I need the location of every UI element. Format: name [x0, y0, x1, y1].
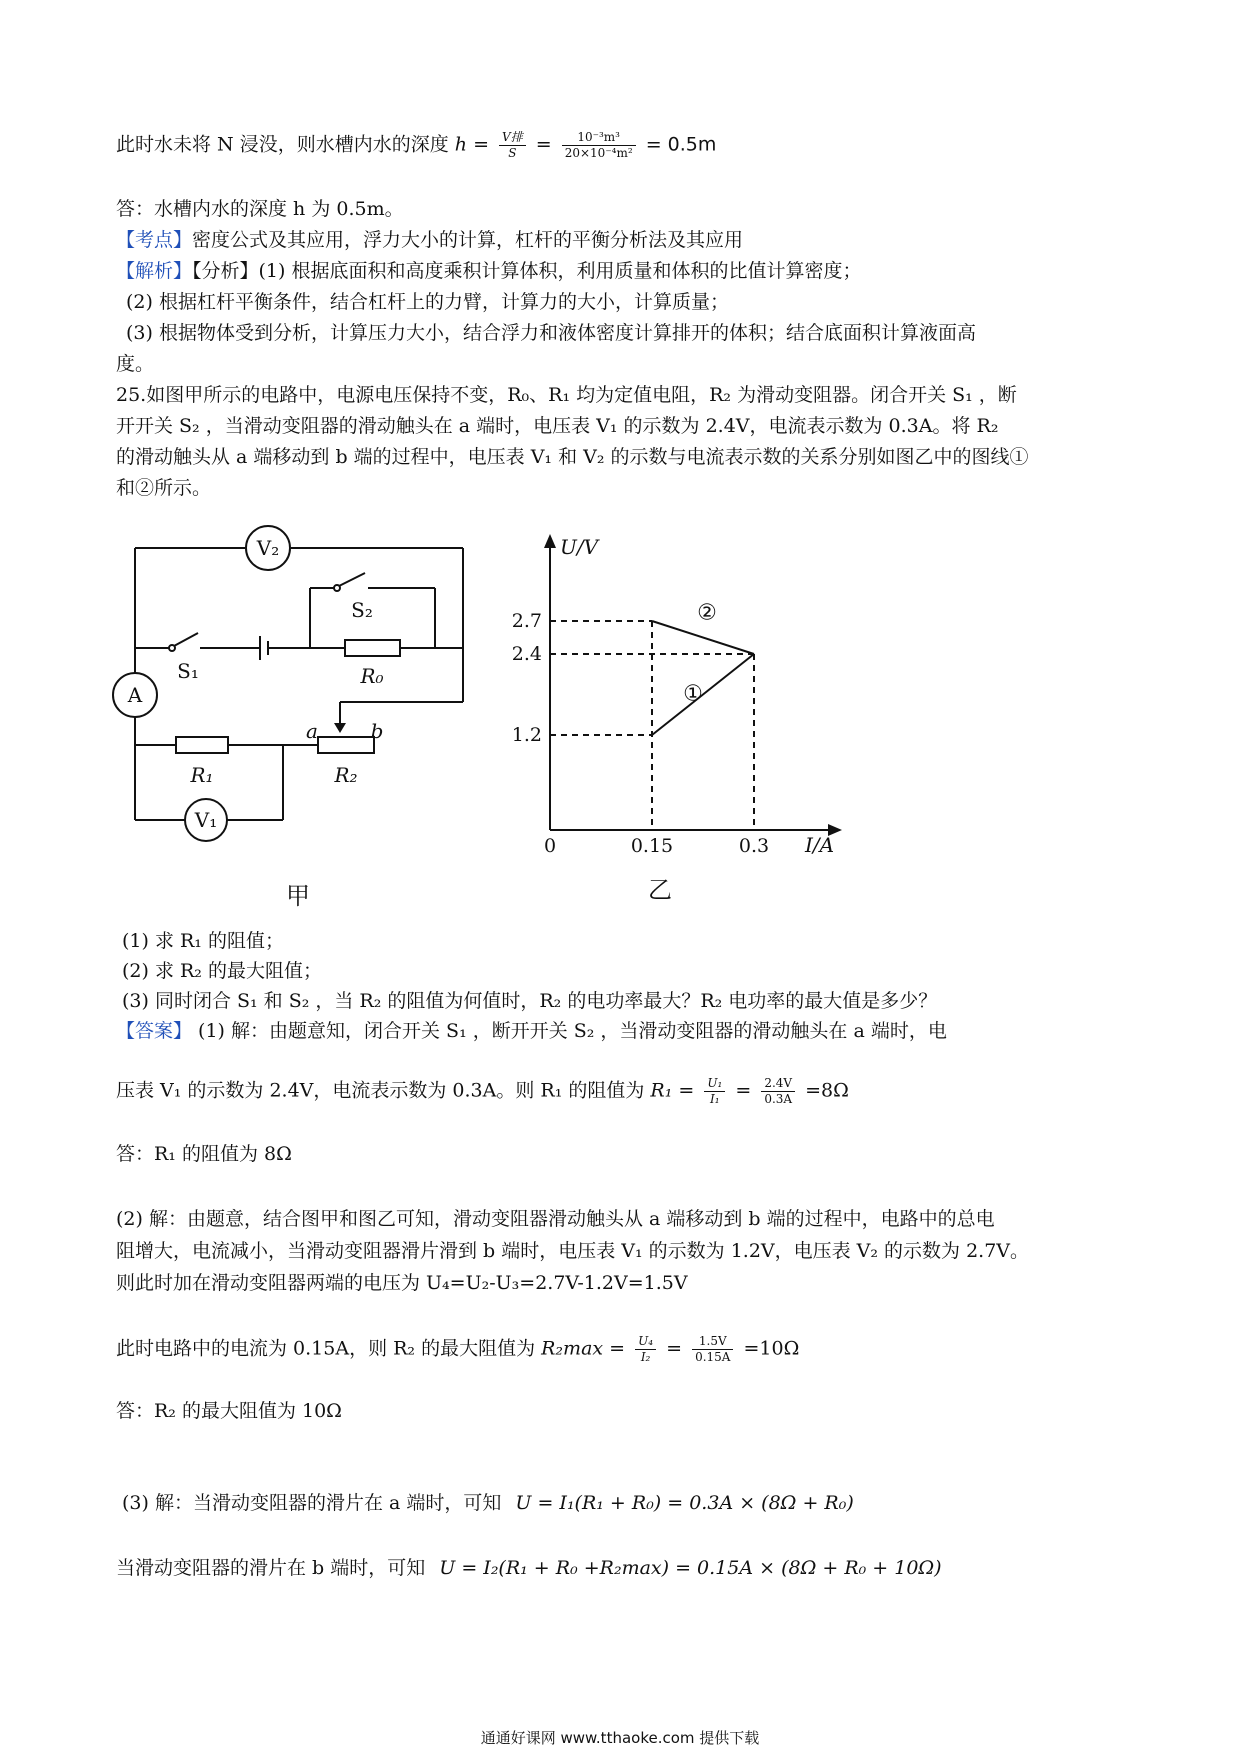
x-axis-label: I/A: [805, 833, 835, 857]
math-result: =8Ω: [805, 1079, 849, 1102]
frac-den: 20×10⁻⁴m²: [564, 146, 633, 160]
line-text: 压表 V₁ 的示数为 2.4V，电流表示数为 0.3A。则 R₁ 的阻值为: [116, 1079, 645, 1102]
text-line: [116, 1076, 849, 1107]
answer-tag: 【答案】: [116, 1020, 193, 1042]
line-text: 此时水未将 N 浸没，则水槽内水的深度: [116, 133, 449, 156]
question-1: (1) 求 R₁ 的阻值；: [122, 930, 284, 952]
x-tick-label: 0.15: [630, 835, 674, 857]
series-line: [652, 621, 754, 654]
resistor-r2-label: R₂: [334, 763, 358, 787]
switch-s1-label: S₁: [177, 659, 199, 683]
frac-num: U₄: [635, 1334, 656, 1350]
series-label: ②: [697, 600, 717, 626]
fraction: [635, 1334, 656, 1365]
math-lhs: R₁ =: [650, 1079, 695, 1102]
resistor-r1-label: R₁: [190, 763, 214, 787]
slider-end-a-label: a: [306, 719, 318, 743]
text-line: [116, 130, 716, 161]
math-result: = 0.5m: [645, 133, 717, 156]
text-line: (3) 根据物体受到分析，计算压力大小，结合浮力和液体密度计算排开的体积；结合底面积计算液面高: [126, 322, 976, 344]
voltmeter-v2-label: V₂: [256, 536, 280, 560]
fraction: [704, 1076, 725, 1107]
line-text: (1) 解：由题意知，闭合开关 S₁ ，断开开关 S₂ ，当滑动变阻器的滑动触头在 a 端时，电: [192, 1020, 947, 1042]
fraction: [499, 130, 526, 161]
y-axis-arrow: [544, 534, 556, 548]
question-3: (3) 同时闭合 S₁ 和 S₂ ，当 R₂ 的阻值为何值时，R₂ 的电功率最大？R₂ 电功率的最大值是多少？: [122, 990, 938, 1012]
text-line: 25.如图甲所示的电路中，电源电压保持不变，R₀、R₁ 均为定值电阻，R₂ 为滑动变阻器。闭合开关 S₁ ，断: [116, 384, 1017, 406]
frac-den: I₁: [710, 1092, 720, 1106]
line-text: 当滑动变阻器的滑片在 b 端时，可知: [116, 1557, 426, 1579]
resistor-r0-label: R₀: [360, 664, 384, 688]
text-line: [122, 1490, 854, 1516]
x-tick-label: 0: [543, 835, 557, 857]
math-eq: =: [535, 133, 552, 156]
fraction: [761, 1076, 795, 1107]
y-tick-label: 2.7: [511, 610, 542, 632]
y-axis-label: U/V: [560, 535, 599, 559]
math-equation: U = I₁(R₁ + R₀) = 0.3A × (8Ω + R₀): [515, 1492, 854, 1514]
frac-den: S: [508, 146, 517, 160]
tag-label: 【解析】: [116, 260, 193, 282]
math-eq: =: [473, 133, 489, 156]
slider-end-b-label: b: [370, 719, 384, 743]
math-var: h: [454, 133, 468, 156]
frac-num: U₁: [704, 1076, 725, 1092]
series-line: [652, 654, 754, 735]
text-line: 的滑动触头从 a 端移动到 b 端的过程中，电压表 V₁ 和 V₂ 的示数与电流表示数的关系分别如图乙中的图线①: [116, 446, 1029, 468]
frac-num: 2.4V: [761, 1076, 795, 1092]
chart-u-i: [500, 530, 860, 910]
text-line: 则此时加在滑动变阻器两端的电压为 U₄=U₂-U₃=2.7V-1.2V=1.5V: [116, 1272, 688, 1294]
frac-num: 10⁻³m³: [562, 130, 636, 146]
line-text: 密度公式及其应用，浮力大小的计算，杠杆的平衡分析法及其应用: [192, 229, 744, 251]
text-line: [116, 258, 861, 284]
text-line: [116, 1334, 799, 1365]
text-line: 开开关 S₂ ，当滑动变阻器的滑动触头在 a 端时，电压表 V₁ 的示数为 2.4V，电流表示数为 0.3A。将 R₂: [116, 415, 999, 437]
series-label: ①: [683, 681, 703, 707]
math-lhs: R₂max =: [541, 1337, 626, 1360]
text-line: (2) 解：由题意，结合图甲和图乙可知，滑动变阻器滑动触头从 a 端移动到 b 端的过程中，电路中的总电: [116, 1208, 995, 1230]
frac-num: 1.5V: [692, 1334, 733, 1350]
math-equation: U = I₂(R₁ + R₀ +R₂max) = 0.15A × (8Ω + R₀ + 10Ω): [439, 1557, 942, 1579]
line-text: (3) 解：当滑动变阻器的滑片在 a 端时，可知: [122, 1492, 502, 1514]
frac-den: I₂: [640, 1350, 651, 1364]
text-line: [116, 227, 743, 253]
frac-den: 0.15A: [695, 1350, 731, 1364]
page-footer: 通通好课网 www.tthaoke.com 提供下载: [480, 1729, 760, 1747]
text-line: 答：R₂ 的最大阻值为 10Ω: [116, 1400, 342, 1422]
text-line: 答：水槽内水的深度 h 为 0.5m。: [116, 198, 404, 220]
voltmeter-v1-label: V₁: [194, 808, 218, 832]
y-tick-label: 1.2: [511, 724, 542, 746]
tag-label: 【考点】: [116, 229, 193, 251]
text-line: 度。: [116, 353, 155, 375]
fraction: [692, 1334, 733, 1365]
fraction: [562, 130, 636, 161]
text-line: 阻增大，电流减小，当滑动变阻器滑片滑到 b 端时，电压表 V₁ 的示数为 1.2V，电压表 V₂ 的示数为 2.7V。: [116, 1240, 1030, 1262]
text-line: 和②所示。: [116, 477, 212, 499]
text-line: [116, 1555, 942, 1581]
line-text: 此时电路中的电流为 0.15A，则 R₂ 的最大阻值为: [116, 1337, 536, 1360]
switch-s2-label: S₂: [351, 598, 373, 622]
y-tick-label: 2.4: [511, 643, 542, 665]
ammeter-label: A: [127, 683, 143, 707]
x-tick-label: 0.3: [738, 835, 770, 857]
circuit-diagram: [100, 520, 500, 910]
text-line: (2) 根据杠杆平衡条件，结合杠杆上的力臂，计算力的大小，计算质量；: [126, 291, 729, 313]
text-line: [116, 1018, 947, 1044]
text-line: 答：R₁ 的阻值为 8Ω: [116, 1143, 292, 1165]
question-2: (2) 求 R₂ 的最大阻值；: [122, 960, 322, 982]
frac-num: V排: [499, 130, 526, 146]
figure-caption-jia: 甲: [286, 882, 310, 910]
figure-caption-yi: 乙: [648, 876, 672, 904]
math-eq: =: [735, 1079, 752, 1102]
math-eq: =: [666, 1337, 683, 1360]
line-text: 【分析】(1) 根据底面积和高度乘积计算体积，利用质量和体积的比值计算密度；: [192, 260, 862, 282]
math-result: =10Ω: [743, 1337, 800, 1360]
frac-den: 0.3A: [764, 1092, 793, 1106]
